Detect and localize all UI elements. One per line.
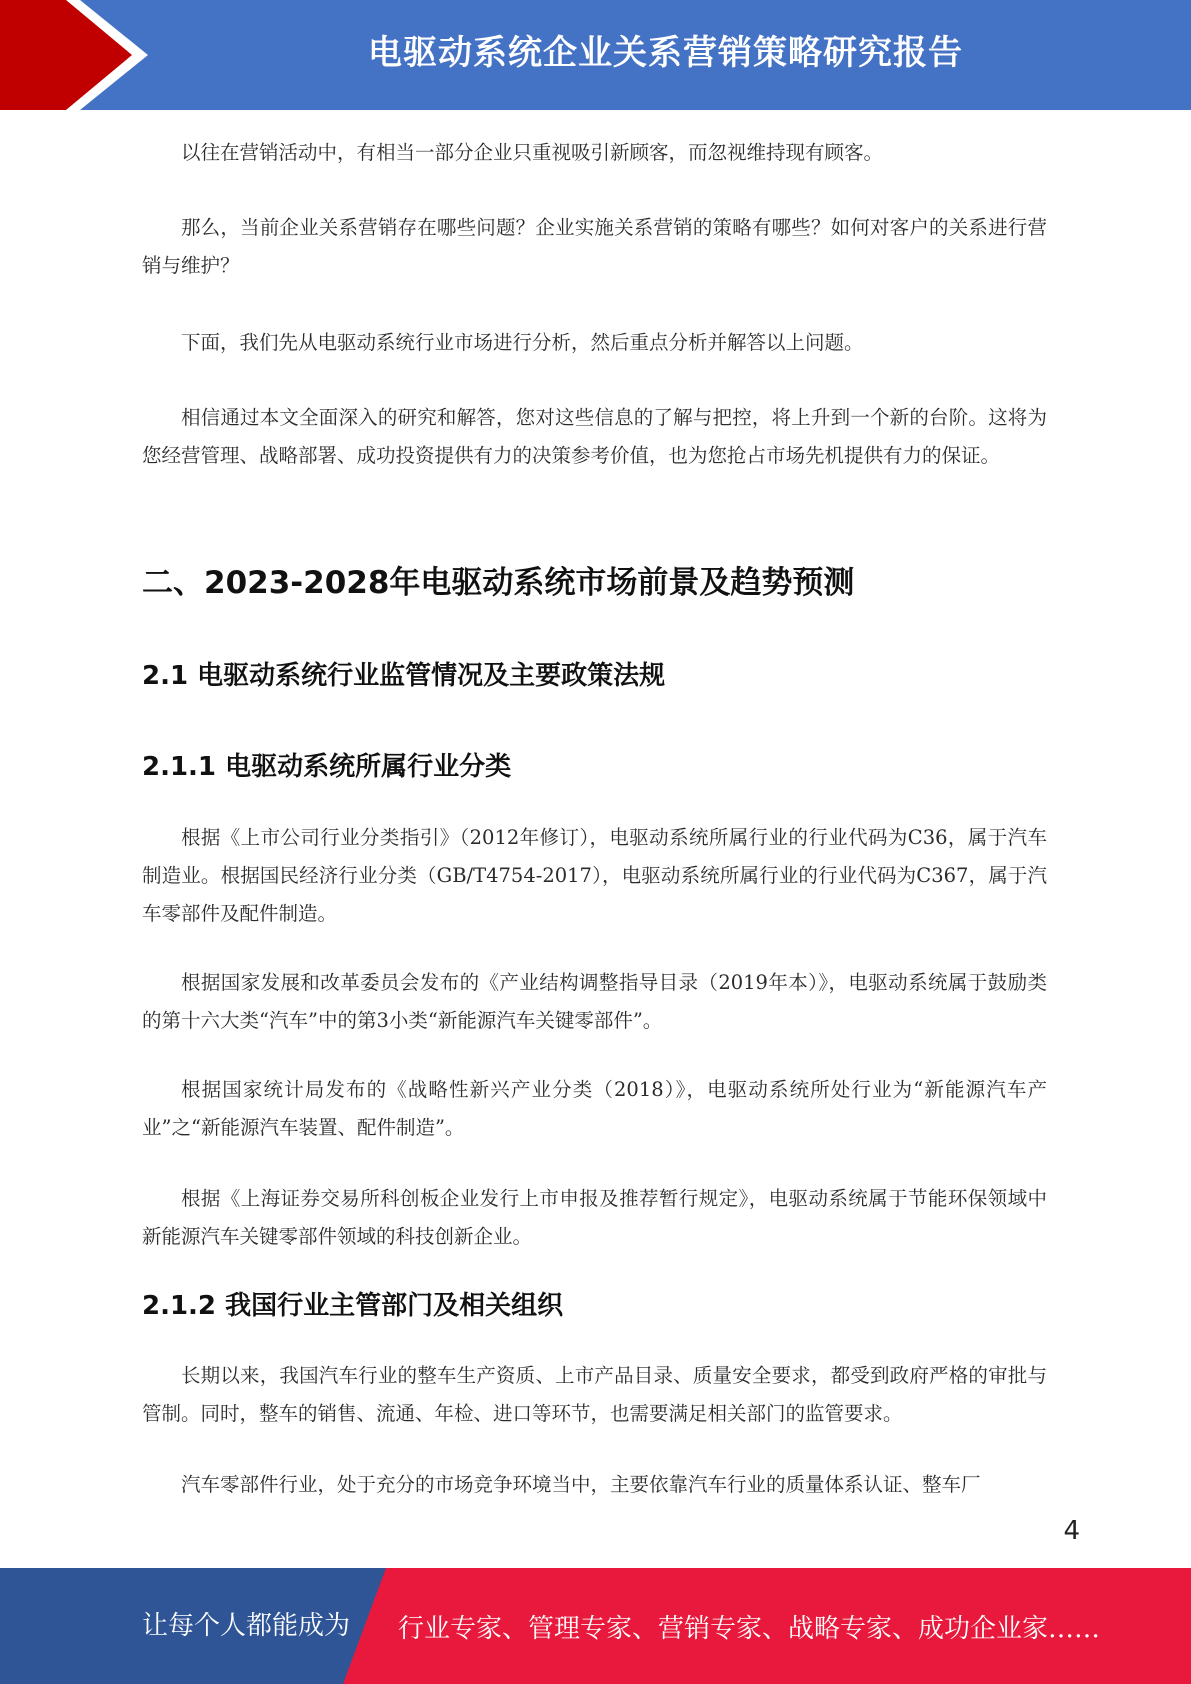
paragraph: 相信通过本文全面深入的研究和解答，您对这些信息的了解与把控，将上升到一个新的台阶。这将为您经营管理、战略部署、成功投资提供有力的决策参考价值，也为您抢占市场先机提供有力的保证。 — [142, 406, 1047, 467]
paragraph: 长期以来，我国汽车行业的整车生产资质、上市产品目录、质量安全要求，都受到政府严格的审批与管制。同时，整车的销售、流通、年检、进口等环节，也需要满足相关部门的监管要求。 — [142, 1364, 1047, 1425]
paragraph: 根据国家统计局发布的《战略性新兴产业分类（2018）》，电驱动系统所处行业为“新能源汽车产业”之“新能源汽车装置、配件制造”。 — [142, 1078, 1047, 1139]
paragraph: 根据《上海证券交易所科创板企业发行上市申报及推荐暂行规定》，电驱动系统属于节能环保领域中新能源汽车关键零部件领域的科技创新企业。 — [142, 1187, 1047, 1248]
paragraph: 下面，我们先从电驱动系统行业市场进行分析，然后重点分析并解答以上问题。 — [181, 331, 864, 354]
paragraph: 根据《上市公司行业分类指引》（2012年修订），电驱动系统所属行业的行业代码为C36，属于汽车制造业。根据国民经济行业分类（GB/T4754-2017），电驱动系统所属行业的行业代码为C367，属于汽车零部件及配件制造。 — [142, 826, 1047, 925]
paragraph: 以往在营销活动中，有相当一部分企业只重视吸引新顾客，而忽视维持现有顾客。 — [181, 141, 884, 164]
subsection-heading: 2.1 电驱动系统行业监管情况及主要政策法规 — [142, 661, 666, 691]
page-footer — [0, 1568, 1191, 1684]
subsection-heading: 2.1.1 电驱动系统所属行业分类 — [142, 752, 512, 782]
header-arrow-decoration — [0, 0, 160, 110]
paragraph: 那么，当前企业关系营销存在哪些问题？企业实施关系营销的策略有哪些？如何对客户的关系进行营销与维护？ — [142, 216, 1047, 277]
paragraph: 根据国家发展和改革委员会发布的《产业结构调整指导目录（2019年本）》，电驱动系统属于鼓励类的第十六大类“汽车”中的第3小类“新能源汽车关键零部件”。 — [142, 971, 1047, 1032]
subsection-heading: 2.1.2 我国行业主管部门及相关组织 — [142, 1291, 564, 1321]
page-header — [0, 0, 1191, 110]
report-title: 电驱动系统企业关系营销策略研究报告 — [368, 33, 963, 73]
paragraph: 汽车零部件行业，处于充分的市场竞争环境当中，主要依靠汽车行业的质量体系认证、整车厂 — [181, 1473, 981, 1496]
footer-slogan-right: 行业专家、管理专家、营销专家、战略专家、成功企业家…… — [398, 1614, 1101, 1644]
footer-slogan-left: 让每个人都能成为 — [142, 1611, 351, 1641]
section-heading: 二、2023-2028年电驱动系统市场前景及趋势预测 — [142, 565, 855, 601]
page-number: 4 — [1063, 1516, 1080, 1546]
